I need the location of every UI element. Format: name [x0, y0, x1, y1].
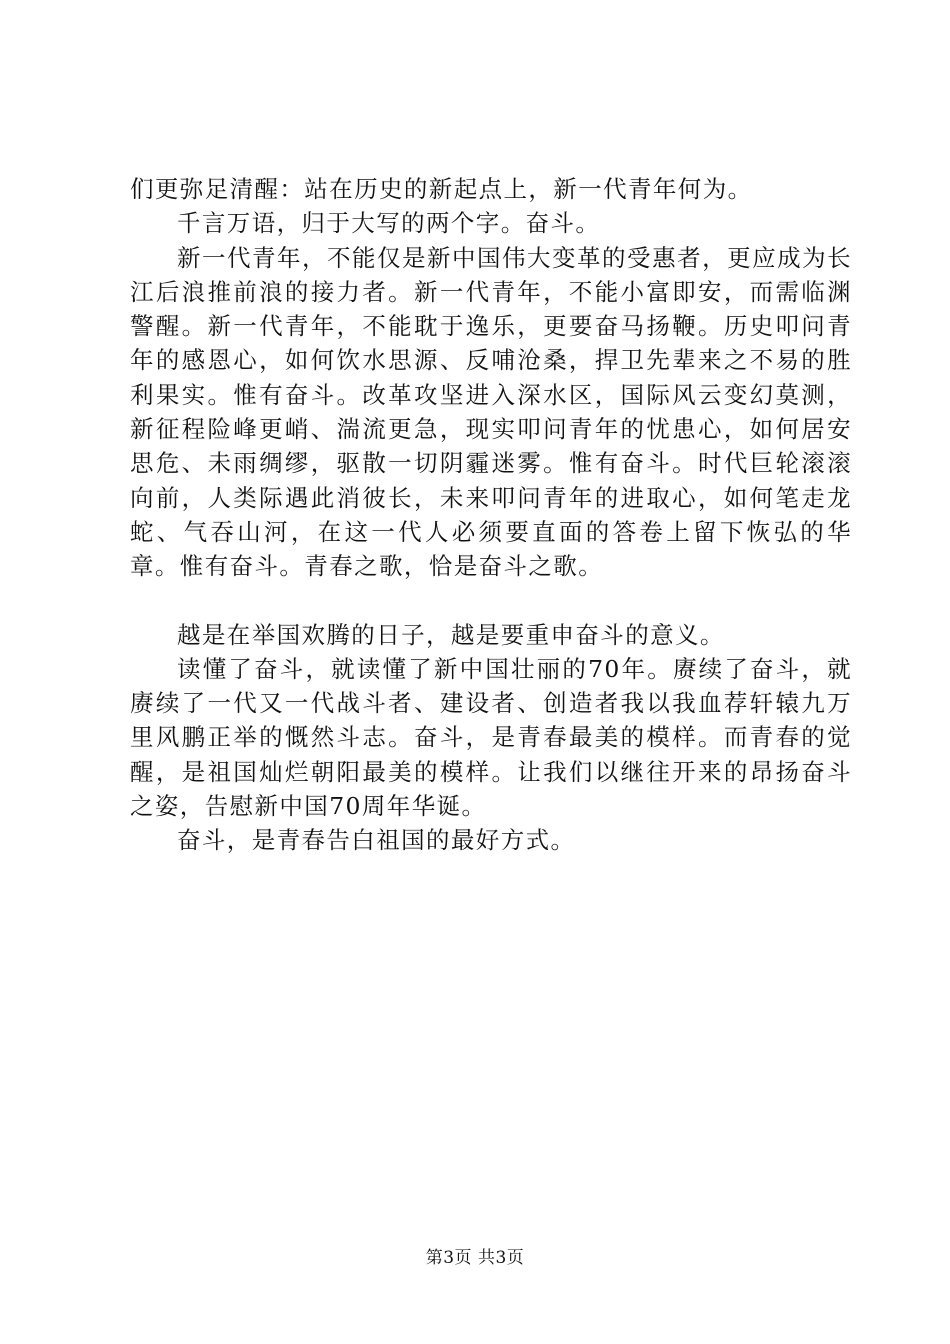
paragraph-2: 千言万语，归于大写的两个字。奋斗。	[177, 209, 601, 238]
paragraph-1: 们更弥足清醒：站在历史的新起点上，新一代青年何为。	[130, 175, 753, 203]
paragraph-5: 读懂了奋斗，就读懂了新中国壮丽的70年。赓续了奋斗，就赓续了一代又一代战斗者、建设者、创造者我以我血荐轩辕九万里风鹏正举的慨然斗志。奋斗，是青春最美的模样。而青春的觉醒，是祖国灿烂朝阳最美的模样。让我们以继往开来的昂扬奋斗之姿，告慰新中国70周年华诞。	[130, 654, 852, 821]
document-body	[130, 172, 852, 858]
paragraph-6: 奋斗，是青春告白祖国的最好方式。	[177, 826, 576, 855]
paragraph-4: 越是在举国欢腾的日子，越是要重申奋斗的意义。	[177, 620, 725, 649]
paragraph-3: 新一代青年，不能仅是新中国伟大变革的受惠者，更应成为长江后浪推前浪的接力者。新一代青年，不能小富即安，而需临渊警醒。新一代青年，不能耽于逸乐，更要奋马扬鞭。历史叩问青年的感恩心，如何饮水思源、反哺沧桑，捍卫先辈来之不易的胜利果实。惟有奋斗。改革攻坚进入深水区，国际风云变幻莫测，新征程险峰更峭、湍流更急，现实叩问青年的忧患心，如何居安思危、未雨绸缪，驱散一切阴霾迷雾。惟有奋斗。时代巨轮滚滚向前，人类际遇此消彼长，未来叩问青年的进取心，如何笔走龙蛇、气吞山河，在这一代人必须要直面的答卷上留下恢弘的华章。惟有奋斗。青春之歌，恰是奋斗之歌。	[130, 243, 852, 581]
page-number-footer: 第3页 共3页	[425, 1248, 525, 1268]
